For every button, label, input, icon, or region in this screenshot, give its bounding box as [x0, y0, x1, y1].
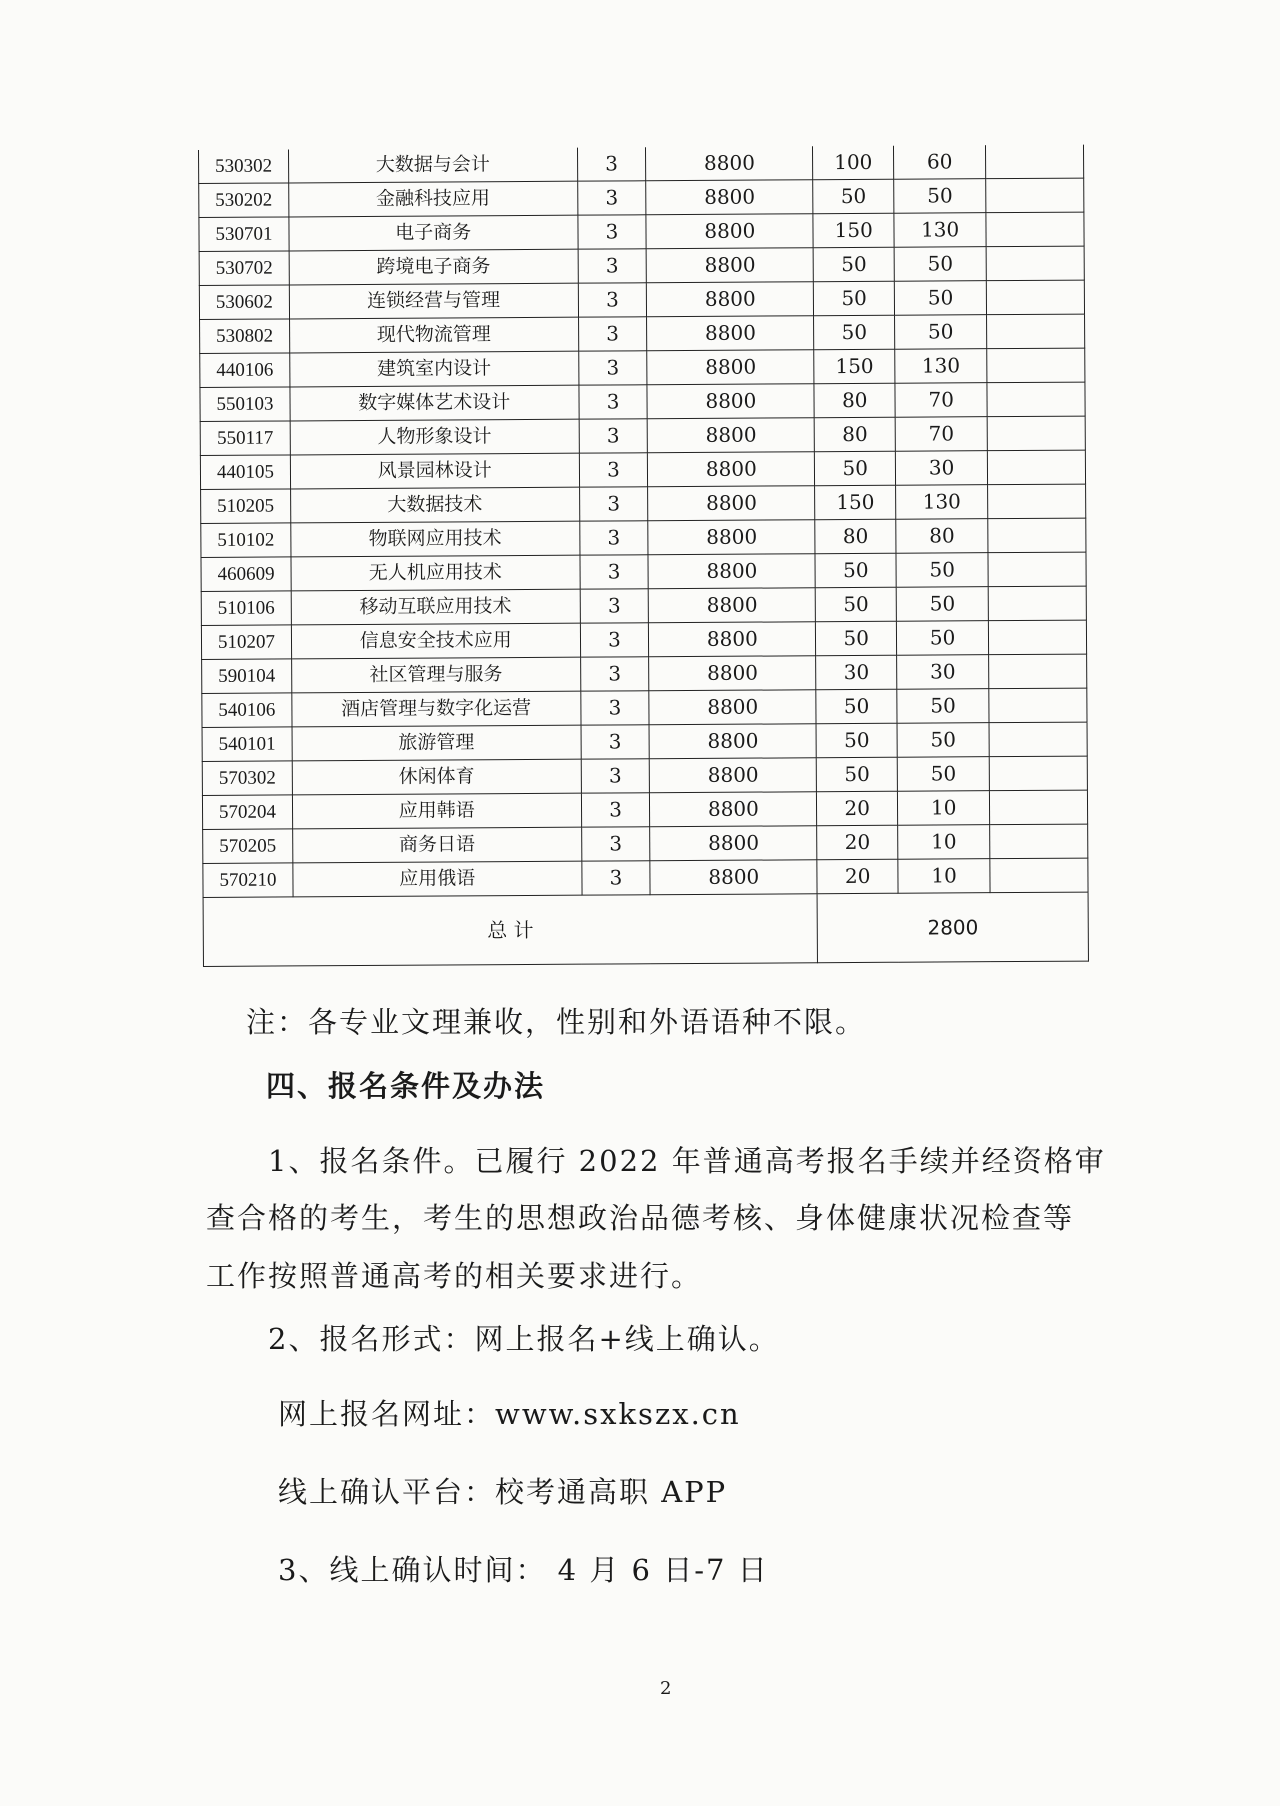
website-line: 网上报名网址：www.sxkszx.cn — [278, 1397, 741, 1431]
paragraph-line: 1、报名条件。已履行 2022 年普通高考报名手续并经资格审 — [268, 1144, 1106, 1178]
table-cell: 20 — [817, 825, 898, 859]
table-cell: 8800 — [648, 452, 815, 487]
table-cell — [989, 688, 1087, 723]
table-cell: 50 — [814, 281, 895, 315]
table-cell: 50 — [894, 247, 986, 282]
table-row — [200, 416, 1085, 455]
table-cell — [986, 246, 1084, 281]
table-cell: 10 — [898, 859, 990, 894]
table-cell: 8800 — [649, 690, 816, 725]
table-cell: 530302 — [198, 149, 288, 183]
table-cell — [988, 620, 1086, 655]
paragraph-line: 3、线上确认时间： 4 月 6 日-7 日 — [278, 1553, 769, 1587]
table-cell: 70 — [895, 383, 987, 418]
table-cell: 50 — [814, 315, 895, 349]
table-cell: 跨境电子商务 — [289, 249, 578, 285]
table-cell: 风景园林设计 — [290, 453, 579, 489]
table-cell: 旅游管理 — [292, 725, 581, 761]
table-row — [201, 484, 1086, 523]
table-cell: 550117 — [200, 421, 290, 456]
table-cell: 50 — [815, 451, 896, 485]
table-cell: 50 — [897, 757, 989, 792]
table-cell: 应用俄语 — [293, 861, 582, 897]
table-cell: 50 — [896, 553, 988, 588]
table-row — [201, 586, 1086, 625]
table-cell: 570205 — [203, 829, 293, 864]
table-cell: 3 — [580, 657, 649, 691]
table-cell: 3 — [579, 521, 648, 555]
table-cell: 30 — [816, 655, 897, 689]
table-cell: 社区管理与服务 — [292, 657, 581, 693]
table-cell: 10 — [898, 791, 990, 826]
table-cell: 8800 — [649, 622, 816, 657]
table-cell: 510102 — [201, 523, 291, 558]
table-cell: 540101 — [202, 727, 292, 762]
table-cell: 8800 — [650, 860, 817, 895]
table-cell: 建筑室内设计 — [290, 351, 579, 387]
table-row — [199, 280, 1084, 319]
table-cell: 570210 — [203, 863, 293, 898]
table-cell — [989, 722, 1087, 757]
table-cell: 30 — [897, 655, 989, 690]
table-cell: 440106 — [200, 353, 290, 388]
table-cell: 8800 — [647, 384, 814, 419]
table-cell: 人物形象设计 — [290, 419, 579, 455]
table-cell: 540106 — [202, 693, 292, 728]
table-row — [200, 348, 1085, 387]
table-cell: 130 — [896, 485, 988, 520]
table-cell: 50 — [894, 179, 986, 214]
table-cell: 商务日语 — [293, 827, 582, 863]
table-cell — [987, 450, 1085, 485]
table-cell — [987, 314, 1085, 349]
paragraph-line: 2、报名形式：网上报名+线上确认。 — [268, 1322, 780, 1356]
paragraph-line: 查合格的考生，考生的思想政治品德考核、身体健康状况检查等 — [206, 1201, 1075, 1235]
table-cell: 50 — [816, 723, 897, 757]
table-cell: 530702 — [199, 251, 289, 286]
total-value: 2800 — [817, 892, 1088, 963]
table-cell: 移动互联应用技术 — [291, 589, 580, 625]
table-cell: 金融科技应用 — [289, 181, 578, 217]
table-cell: 570302 — [202, 761, 292, 796]
table-cell: 50 — [813, 247, 894, 281]
table-cell: 大数据与会计 — [288, 148, 577, 183]
table-row — [200, 450, 1085, 489]
table-cell: 3 — [579, 419, 648, 453]
table-cell — [988, 518, 1086, 553]
table-cell: 数字媒体艺术设计 — [290, 385, 579, 421]
table-row — [199, 178, 1084, 217]
table-cell: 50 — [895, 315, 987, 350]
table-cell: 3 — [581, 759, 650, 793]
table-cell: 8800 — [646, 214, 813, 249]
table-cell: 130 — [895, 349, 987, 384]
table-row — [203, 824, 1088, 863]
table-cell: 酒店管理与数字化运营 — [292, 691, 581, 727]
table-cell: 3 — [580, 555, 649, 589]
table-cell — [988, 586, 1086, 621]
total-row — [203, 892, 1088, 966]
table-cell: 3 — [579, 453, 648, 487]
table-cell: 50 — [815, 553, 896, 587]
table-cell: 70 — [895, 417, 987, 452]
table-row — [200, 382, 1085, 421]
table-cell — [987, 348, 1085, 383]
table-cell — [990, 824, 1088, 859]
table-cell: 80 — [814, 383, 895, 417]
table-cell: 150 — [813, 213, 894, 247]
table-cell: 3 — [580, 623, 649, 657]
enrollment-plan-table — [198, 145, 1089, 967]
table-cell: 50 — [813, 179, 894, 213]
table-cell: 8800 — [647, 282, 814, 317]
table-cell: 大数据技术 — [291, 487, 580, 523]
table-cell: 3 — [577, 147, 646, 181]
table-cell: 80 — [815, 519, 896, 553]
table-cell: 10 — [898, 825, 990, 860]
table-cell: 物联网应用技术 — [291, 521, 580, 557]
table-cell — [987, 382, 1085, 417]
table-cell: 50 — [897, 723, 989, 758]
table-row — [202, 790, 1087, 829]
table-cell: 连锁经营与管理 — [289, 283, 578, 319]
table-cell: 3 — [578, 283, 647, 317]
table-cell: 8800 — [646, 146, 813, 181]
table-cell: 50 — [897, 621, 989, 656]
table-row — [203, 858, 1088, 897]
note-text: 注：各专业文理兼收，性别和外语语种不限。 — [246, 1005, 867, 1039]
table-cell: 60 — [894, 145, 986, 179]
table-row — [202, 722, 1087, 761]
table-cell: 50 — [815, 587, 896, 621]
table-cell: 510207 — [201, 625, 291, 660]
table-cell: 50 — [816, 689, 897, 723]
table-cell: 3 — [580, 589, 649, 623]
table-cell: 150 — [815, 485, 896, 519]
table-cell — [987, 416, 1085, 451]
table-row — [202, 688, 1087, 727]
table-cell — [986, 212, 1084, 247]
table-cell: 8800 — [648, 520, 815, 555]
table-cell: 510205 — [201, 489, 291, 524]
table-cell: 信息安全技术应用 — [291, 623, 580, 659]
table-cell: 590104 — [202, 659, 292, 694]
table-row — [201, 620, 1086, 659]
table-cell: 20 — [817, 859, 898, 893]
table-cell: 8800 — [648, 418, 815, 453]
table-cell: 530701 — [199, 217, 289, 252]
table-cell: 100 — [813, 146, 894, 180]
table-cell: 3 — [581, 861, 650, 895]
table-cell: 8800 — [649, 588, 816, 623]
table-cell: 530802 — [200, 319, 290, 354]
table-cell: 3 — [578, 249, 647, 283]
table-cell: 电子商务 — [289, 215, 578, 251]
table-row — [201, 518, 1086, 557]
table-cell: 50 — [816, 621, 897, 655]
table-cell: 3 — [581, 793, 650, 827]
table-cell: 50 — [896, 587, 988, 622]
table-cell: 530602 — [199, 285, 289, 320]
table-cell: 150 — [814, 349, 895, 383]
table-cell: 8800 — [650, 826, 817, 861]
table-cell: 3 — [578, 385, 647, 419]
table-cell: 8800 — [648, 554, 815, 589]
table-cell: 8800 — [647, 316, 814, 351]
section-heading: 四、报名条件及办法 — [266, 1069, 546, 1103]
table-cell: 3 — [579, 487, 648, 521]
table-cell: 80 — [814, 417, 895, 451]
platform-line: 线上确认平台：校考通高职 APP — [278, 1475, 728, 1509]
table-cell: 3 — [580, 691, 649, 725]
table-cell — [986, 178, 1084, 213]
table-cell: 现代物流管理 — [289, 317, 578, 353]
table-cell — [990, 790, 1088, 825]
table-cell: 3 — [577, 181, 646, 215]
table-cell: 8800 — [649, 724, 816, 759]
table-cell: 440105 — [200, 455, 290, 490]
table-cell: 3 — [578, 351, 647, 385]
table-cell: 3 — [578, 317, 647, 351]
table-cell: 20 — [817, 791, 898, 825]
table-row — [202, 654, 1087, 693]
page-number: 2 — [660, 1678, 672, 1699]
table-cell: 510106 — [201, 591, 291, 626]
table-cell: 50 — [816, 757, 897, 791]
table-cell: 550103 — [200, 387, 290, 422]
table-cell: 8800 — [647, 350, 814, 385]
table-row — [201, 552, 1086, 591]
table-cell: 8800 — [646, 180, 813, 215]
table-cell: 570204 — [202, 795, 292, 830]
table-cell: 50 — [897, 689, 989, 724]
table-cell: 无人机应用技术 — [291, 555, 580, 591]
table-cell: 460609 — [201, 557, 291, 592]
table-cell: 8800 — [649, 656, 816, 691]
table-cell: 8800 — [648, 486, 815, 521]
table-cell: 休闲体育 — [292, 759, 581, 795]
table-cell — [988, 484, 1086, 519]
table-cell: 3 — [581, 725, 650, 759]
table-cell — [986, 280, 1084, 315]
table-cell: 8800 — [647, 248, 814, 283]
table-cell: 8800 — [650, 792, 817, 827]
table-row — [202, 756, 1087, 795]
paragraph-line: 工作按照普通高考的相关要求进行。 — [206, 1259, 703, 1293]
table-cell — [990, 858, 1088, 893]
table-cell: 50 — [894, 281, 986, 316]
table-row — [199, 212, 1084, 251]
table-row — [200, 314, 1085, 353]
table-cell — [988, 552, 1086, 587]
table-cell: 80 — [896, 519, 988, 554]
table-cell — [989, 654, 1087, 689]
table-cell: 530202 — [199, 183, 289, 218]
table-cell: 应用韩语 — [292, 793, 581, 829]
table-cell — [989, 756, 1087, 791]
table-cell: 130 — [894, 213, 986, 248]
table-row — [198, 145, 1083, 184]
table-cell: 3 — [577, 215, 646, 249]
total-label: 总 计 — [203, 894, 818, 967]
table-cell: 30 — [896, 451, 988, 486]
table-row — [199, 246, 1084, 285]
table-cell: 8800 — [650, 758, 817, 793]
table-cell — [986, 145, 1084, 179]
table-cell: 3 — [581, 827, 650, 861]
